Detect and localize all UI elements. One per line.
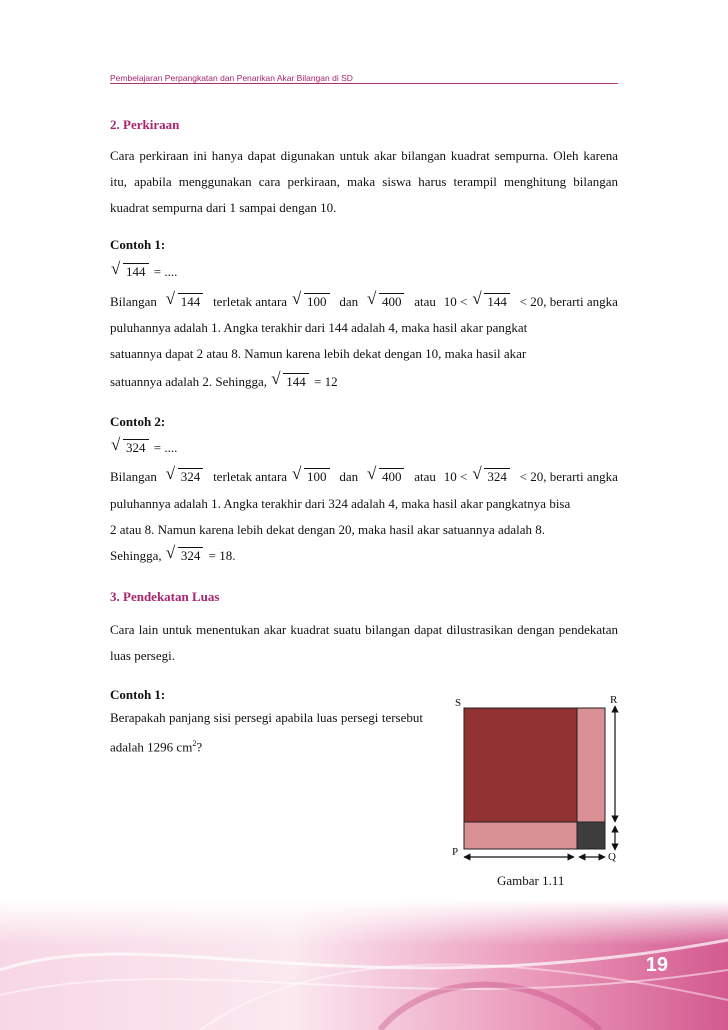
figure-caption: Gambar 1.11 xyxy=(497,873,565,888)
point-s-label: S xyxy=(455,697,462,709)
right-rectangle xyxy=(577,708,605,822)
point-q-label: Q xyxy=(608,851,616,863)
header-rule xyxy=(110,83,618,84)
sqrt-expression: √ 100 xyxy=(293,467,330,487)
section-2-intro: Cara perkiraan ini hanya dapat digunakan untuk akar bilangan kuadrat sempurna. Oleh karena itu, apabila menggunakan cara perkiraan, maka siswa harus terampil menghitung bilangan kuadrat sempurna dari 1 sampai dengan 10. xyxy=(110,148,618,215)
sqrt-expression: √ 144 xyxy=(112,262,149,282)
example-2-line-3: 2 atau 8. Namun karena lebih dekat dengan 20, maka hasil akar satuannya adalah 8. xyxy=(110,522,545,537)
sqrt-expression: √ 400 xyxy=(368,467,405,487)
sqrt-expression: √ 324 xyxy=(473,467,510,487)
section-3-heading: 3. Pendekatan Luas xyxy=(110,589,220,604)
sqrt-expression: √ 144 xyxy=(272,372,309,392)
sqrt-expression: √ 324 xyxy=(167,467,204,487)
example-1-line-3: satuannya dapat 2 atau 8. Namun karena lebih dekat dengan 10, maka hasil akar xyxy=(110,346,527,361)
example-1-line-4: satuannya adalah 2. Sehingga, √ 144 = 12 xyxy=(110,372,618,392)
section-3-example-title: Contoh 1: xyxy=(110,687,166,702)
bottom-rectangle xyxy=(464,822,577,849)
section-2-heading: 2. Perkiraan xyxy=(110,117,180,132)
point-r-label: R xyxy=(610,694,618,706)
sqrt-expression: √ 400 xyxy=(368,292,405,312)
small-square xyxy=(577,822,605,849)
example-1-question: √ 144 = .... xyxy=(110,262,618,282)
example-2-line-2: puluhannya adalah 1. Angka terakhir dari 324 adalah 4, maka hasil akar pangkatnya bisa xyxy=(110,496,571,511)
running-header: Pembelajaran Perpangkatan dan Penarikan Akar Bilangan di SD xyxy=(110,73,353,83)
point-p-label: P xyxy=(452,846,459,858)
example-2-line-4: Sehingga, √ 324 = 18. xyxy=(110,546,618,566)
sqrt-expression: √ 100 xyxy=(293,292,330,312)
large-square xyxy=(464,708,577,822)
example-2-title: Contoh 2: xyxy=(110,414,166,429)
footer-decoration xyxy=(0,900,728,1030)
example-1-title: Contoh 1: xyxy=(110,237,166,252)
sqrt-expression: √ 324 xyxy=(167,546,204,566)
section-3-example-question: Berapakah panjang sisi persegi apabila luas persegi tersebut adalah 1296 $cm^2$? xyxy=(110,710,423,755)
sqrt-expression: √ 144 xyxy=(473,292,510,312)
example-1-line-1: Bilangan √ 144 terletak antara √ 100 dan √ 400 atau 10 < √ 144 < 20, berarti angka xyxy=(110,292,618,312)
page-number: 19 xyxy=(645,954,668,976)
section-3-intro: Cara lain untuk menentukan akar kuadrat suatu bilangan dapat dilustrasikan dengan pendekatan luas persegi. xyxy=(110,622,618,663)
example-2-line-1: Bilangan √ 324 terletak antara √ 100 dan √ 400 atau 10 < √ 324 < 20, berarti angka xyxy=(110,467,618,487)
example-1-line-2: puluhannya adalah 1. Angka terakhir dari 144 adalah 4, maka hasil akar pangkat xyxy=(110,320,528,335)
example-2-question: √ 324 = .... xyxy=(110,438,618,458)
square-area-figure xyxy=(440,690,630,870)
sqrt-expression: √ 324 xyxy=(112,438,149,458)
sqrt-expression: √ 144 xyxy=(167,292,204,312)
